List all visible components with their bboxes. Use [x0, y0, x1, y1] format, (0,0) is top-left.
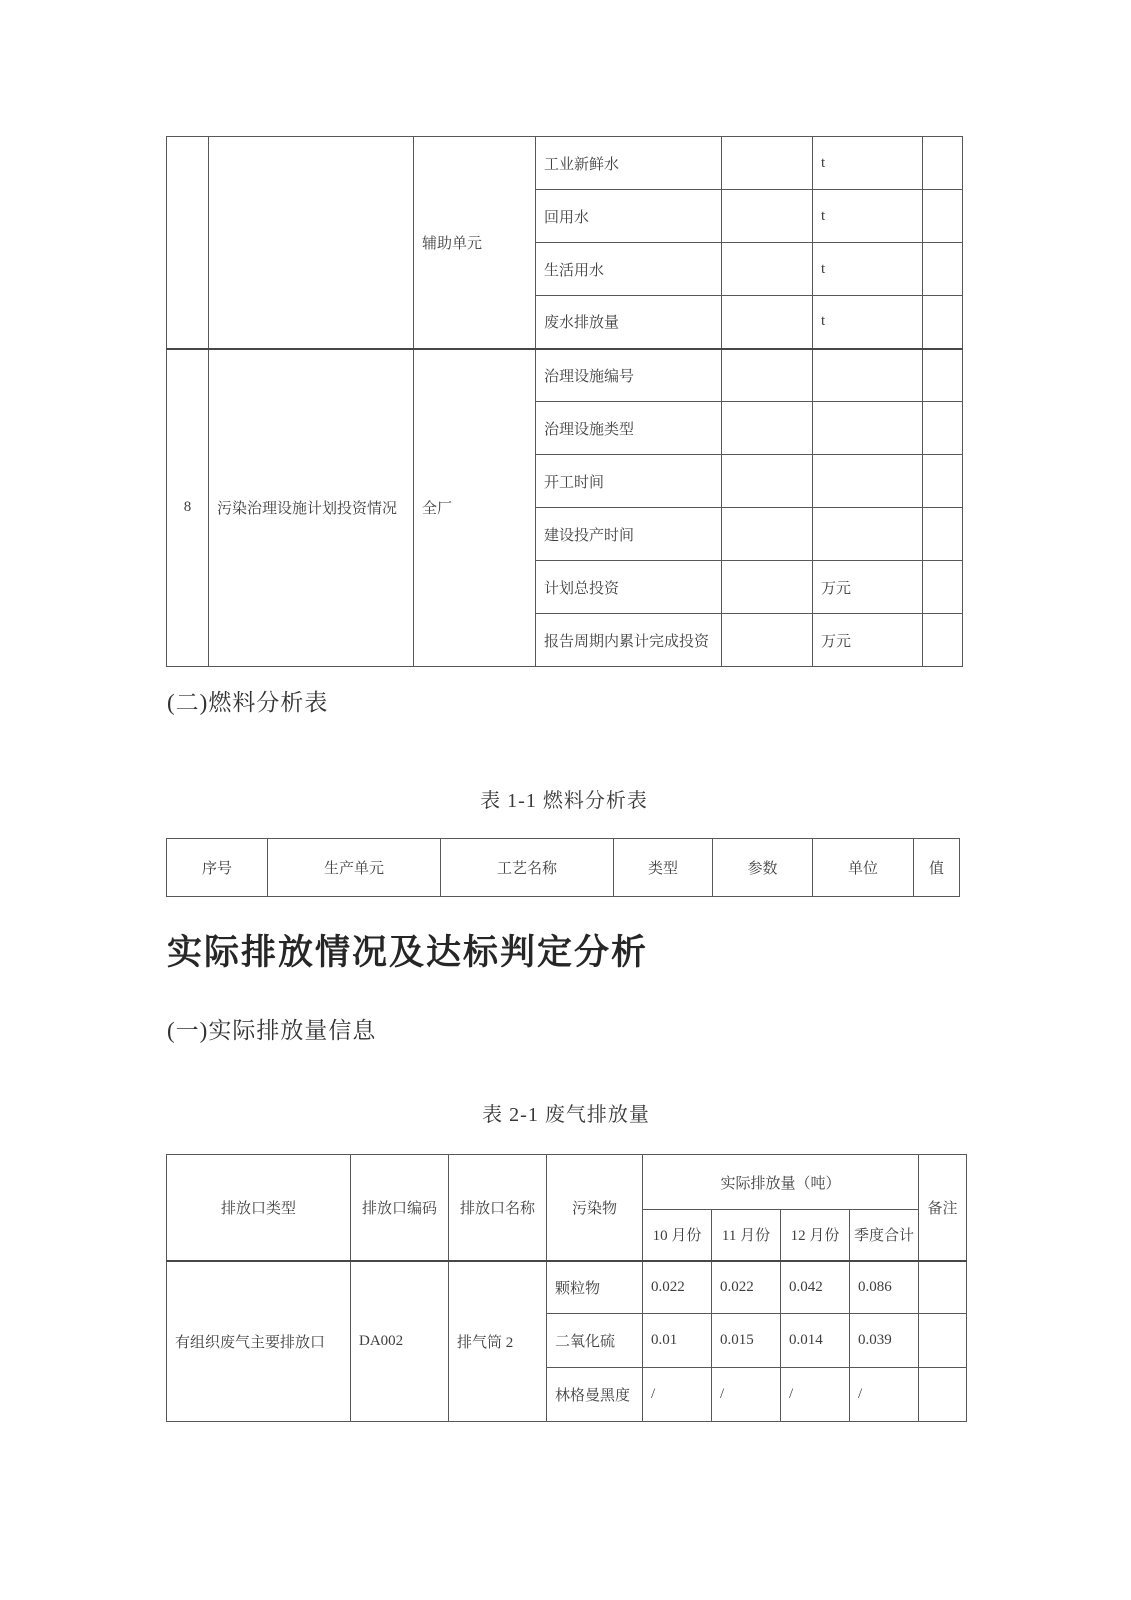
seq-cell: 8	[167, 349, 209, 667]
value-cell	[722, 137, 813, 190]
header-type: 类型	[614, 839, 713, 897]
header-outlet-name: 排放口名称	[449, 1155, 547, 1261]
header-actual-amount: 实际排放量（吨）	[643, 1155, 919, 1210]
param-cell: 废水排放量	[536, 296, 722, 349]
param-cell: 治理设施编号	[536, 349, 722, 402]
param-cell: 治理设施类型	[536, 402, 722, 455]
value-cell-m12: 0.014	[781, 1314, 850, 1368]
header-process: 工艺名称	[441, 839, 614, 897]
unit-cell	[813, 402, 923, 455]
header-param: 参数	[713, 839, 813, 897]
table-row	[167, 137, 963, 190]
unit-cell: t	[813, 137, 923, 190]
remark-cell	[923, 614, 963, 667]
remark-cell	[923, 243, 963, 296]
remark-cell	[923, 137, 963, 190]
pollutant-cell: 二氧化硫	[547, 1314, 643, 1368]
remark-cell	[923, 190, 963, 243]
param-cell: 生活用水	[536, 243, 722, 296]
value-cell-m12: 0.042	[781, 1261, 850, 1314]
item-cell	[209, 137, 414, 349]
remark-cell	[923, 455, 963, 508]
remark-cell	[923, 402, 963, 455]
unit-cell	[813, 508, 923, 561]
remark-cell	[919, 1314, 967, 1368]
value-cell	[722, 349, 813, 402]
unit-cell: 万元	[813, 561, 923, 614]
header-remark: 备注	[919, 1155, 967, 1261]
param-cell: 计划总投资	[536, 561, 722, 614]
unit-cell: t	[813, 243, 923, 296]
item-cell: 污染治理设施计划投资情况	[209, 349, 414, 667]
unit-cell	[813, 455, 923, 508]
outlet-code-cell: DA002	[351, 1261, 449, 1422]
continuation-table	[166, 136, 963, 667]
aux-unit-cell: 辅助单元	[414, 137, 536, 349]
outlet-name-cell: 排气筒 2	[449, 1261, 547, 1422]
fuel-analysis-table	[166, 838, 960, 897]
value-cell-m11: 0.015	[712, 1314, 781, 1368]
table-row	[167, 349, 963, 402]
value-cell-total: /	[850, 1368, 919, 1422]
remark-cell	[919, 1261, 967, 1314]
header-value: 值	[914, 839, 960, 897]
param-cell: 建设投产时间	[536, 508, 722, 561]
value-cell	[722, 561, 813, 614]
unit-cell: 万元	[813, 614, 923, 667]
value-cell	[722, 296, 813, 349]
unit-cell: t	[813, 190, 923, 243]
value-cell-m12: /	[781, 1368, 850, 1422]
header-outlet-type: 排放口类型	[167, 1155, 351, 1261]
table-caption-2-1: 表 2-1 废气排放量	[482, 1104, 650, 1126]
header-quarter-total: 季度合计	[850, 1210, 919, 1261]
param-cell: 工业新鲜水	[536, 137, 722, 190]
unit-cell: t	[813, 296, 923, 349]
section-heading-fuel: (二)燃料分析表	[167, 690, 329, 715]
value-cell-m10: 0.01	[643, 1314, 712, 1368]
param-cell: 报告周期内累计完成投资	[536, 614, 722, 667]
remark-cell	[919, 1368, 967, 1422]
header-unit: 单位	[813, 839, 914, 897]
section-heading-actual: (一)实际排放量信息	[167, 1018, 377, 1043]
header-month-10: 10 月份	[643, 1210, 712, 1261]
remark-cell	[923, 508, 963, 561]
header-pollutant: 污染物	[547, 1155, 643, 1261]
header-month-11: 11 月份	[712, 1210, 781, 1261]
main-heading: 实际排放情况及达标判定分析	[167, 933, 649, 972]
header-prod-unit: 生产单元	[268, 839, 441, 897]
unit-cell	[813, 349, 923, 402]
outlet-type-cell: 有组织废气主要排放口	[167, 1261, 351, 1422]
table-header-row	[167, 839, 960, 897]
scope-cell: 全厂	[414, 349, 536, 667]
remark-cell	[923, 296, 963, 349]
header-month-12: 12 月份	[781, 1210, 850, 1261]
value-cell	[722, 243, 813, 296]
value-cell	[722, 190, 813, 243]
param-cell: 回用水	[536, 190, 722, 243]
table-row	[167, 1261, 967, 1314]
pollutant-cell: 林格曼黑度	[547, 1368, 643, 1422]
value-cell	[722, 614, 813, 667]
value-cell	[722, 455, 813, 508]
value-cell	[722, 508, 813, 561]
value-cell-total: 0.039	[850, 1314, 919, 1368]
value-cell-m11: 0.022	[712, 1261, 781, 1314]
waste-gas-emission-table	[166, 1154, 967, 1422]
header-outlet-code: 排放口编码	[351, 1155, 449, 1261]
table-caption-1-1: 表 1-1 燃料分析表	[480, 790, 648, 812]
header-seq: 序号	[167, 839, 268, 897]
value-cell	[722, 402, 813, 455]
value-cell-m11: /	[712, 1368, 781, 1422]
table-header-row	[167, 1155, 967, 1210]
remark-cell	[923, 561, 963, 614]
remark-cell	[923, 349, 963, 402]
pollutant-cell: 颗粒物	[547, 1261, 643, 1314]
value-cell-m10: 0.022	[643, 1261, 712, 1314]
value-cell-total: 0.086	[850, 1261, 919, 1314]
value-cell-m10: /	[643, 1368, 712, 1422]
seq-cell	[167, 137, 209, 349]
param-cell: 开工时间	[536, 455, 722, 508]
